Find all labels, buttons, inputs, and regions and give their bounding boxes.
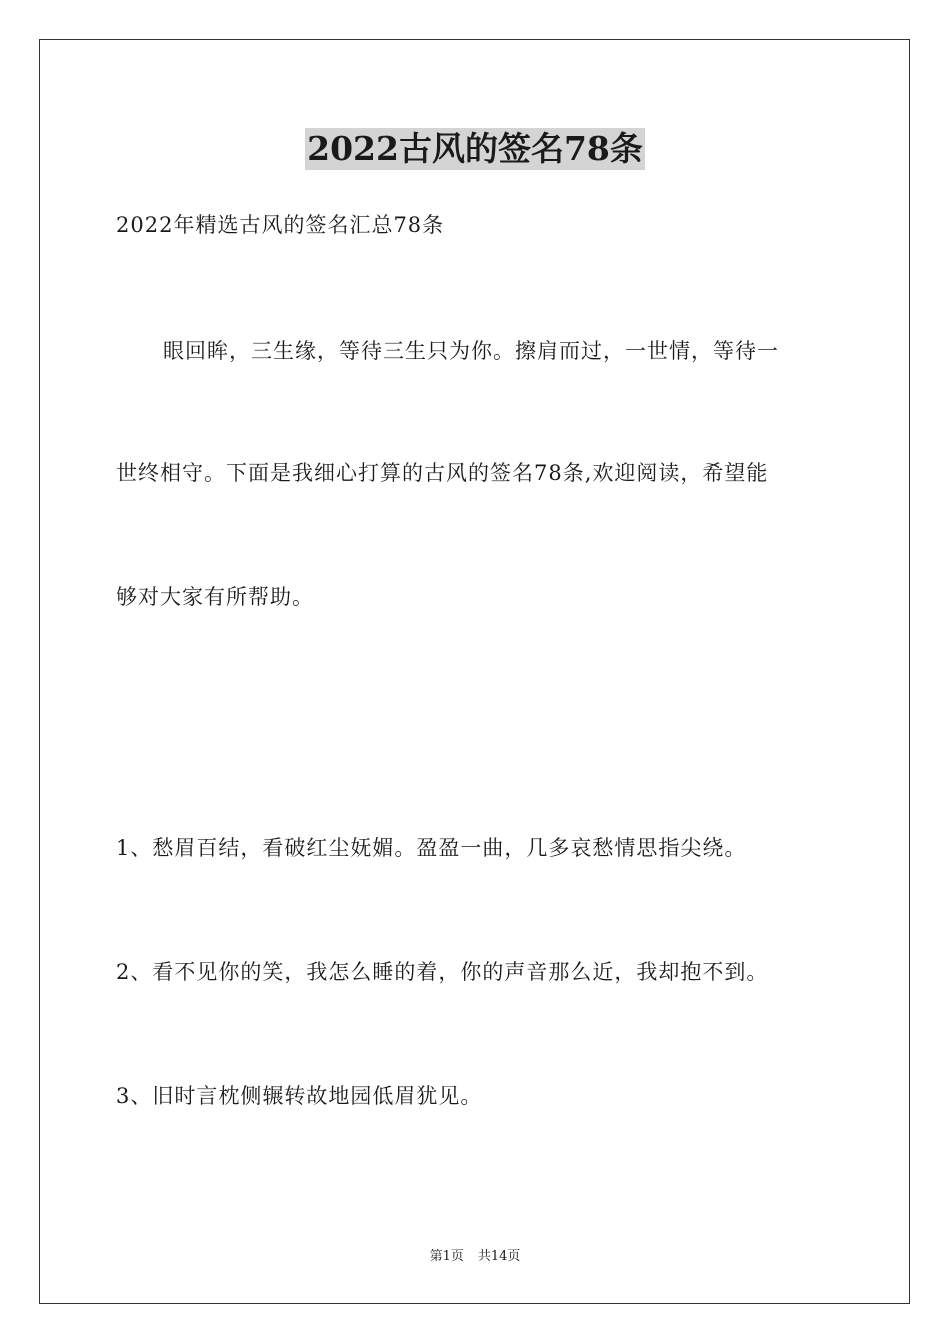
intro-line-3: 够对大家有所帮助。 — [116, 585, 314, 609]
document-title: 2022古风的签名78条 — [307, 129, 643, 168]
page-footer — [0, 1248, 950, 1266]
title-container — [0, 128, 950, 170]
document-subtitle: 2022年精选古风的签名汇总78条 — [116, 213, 445, 237]
intro-line-1: 眼回眸，三生缘，等待三生只为你。擦肩而过，一世情，等待一 — [163, 339, 779, 363]
list-item-2: 2、看不见你的笑，我怎么睡的着，你的声音那么近，我却抱不到。 — [116, 960, 769, 984]
list-item-3: 3、旧时言枕侧辗转故地园低眉犹见。 — [116, 1084, 483, 1108]
page-number-total: 共14页 — [477, 1249, 521, 1264]
list-item-1: 1、愁眉百结，看破红尘妩媚。盈盈一曲，几多哀愁情思指尖绕。 — [116, 836, 747, 860]
intro-line-2: 世终相守。下面是我细心打算的古风的签名78条,欢迎阅读，希望能 — [116, 461, 769, 485]
page-number-current: 第1页 — [429, 1249, 464, 1264]
